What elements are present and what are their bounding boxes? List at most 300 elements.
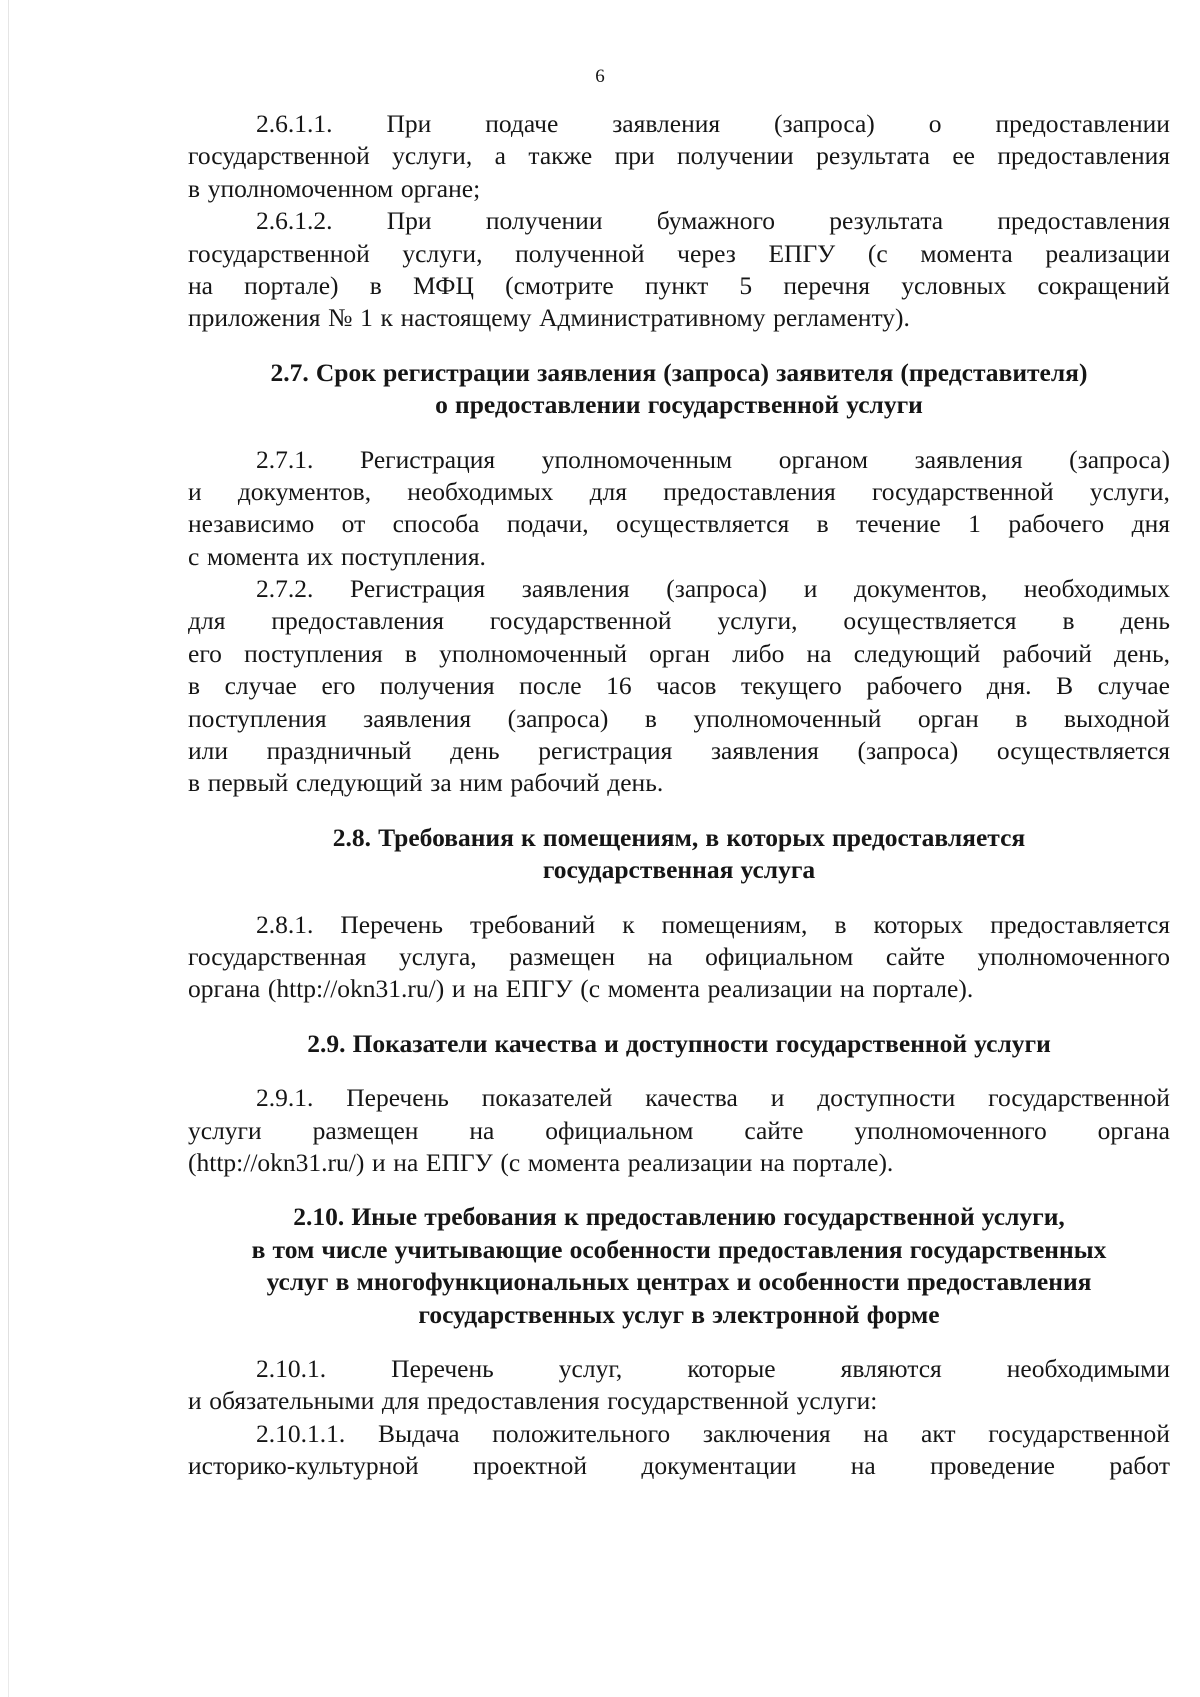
word: 2.10. bbox=[293, 1202, 345, 1232]
paragraph-gap bbox=[188, 335, 1170, 357]
word: государственной bbox=[775, 1028, 968, 1058]
text-line bbox=[188, 476, 1170, 508]
word: органа bbox=[188, 974, 261, 1004]
text-line bbox=[188, 1450, 1170, 1482]
section-heading-line bbox=[188, 1266, 1170, 1298]
paragraph-gap bbox=[188, 1331, 1170, 1353]
word: требований bbox=[469, 909, 596, 939]
word: (с bbox=[867, 238, 888, 268]
text-line bbox=[188, 444, 1170, 476]
word: сайте bbox=[744, 1115, 804, 1145]
word: орган bbox=[917, 703, 979, 733]
word: (с bbox=[580, 974, 601, 1004]
word: работ bbox=[1109, 1451, 1170, 1481]
word: помещениям, bbox=[542, 822, 699, 852]
word: показателей bbox=[481, 1083, 613, 1113]
word: многофункциональных bbox=[356, 1267, 630, 1297]
word: орган bbox=[649, 638, 711, 668]
word: приложения bbox=[188, 303, 321, 333]
word: и bbox=[188, 476, 202, 506]
word: историко-культурной bbox=[188, 1451, 419, 1481]
word: (представителя) bbox=[900, 357, 1088, 387]
text-line bbox=[188, 973, 1170, 1005]
word: бумажного bbox=[656, 206, 776, 236]
word: первый bbox=[207, 768, 289, 798]
word: форме bbox=[866, 1299, 940, 1329]
word: настоящему bbox=[400, 303, 532, 333]
word: помещениям, bbox=[661, 909, 808, 939]
word: или bbox=[188, 736, 229, 766]
word: размещен bbox=[312, 1115, 419, 1145]
word: 2.7. bbox=[270, 357, 309, 387]
word: 16 bbox=[606, 671, 632, 701]
paragraph-gap bbox=[188, 800, 1170, 822]
word: документации bbox=[641, 1451, 797, 1481]
word: уполномоченный bbox=[693, 703, 882, 733]
word: являются bbox=[840, 1353, 942, 1383]
word: случае bbox=[1097, 671, 1170, 701]
word: услуги: bbox=[796, 1386, 878, 1416]
word: органом bbox=[778, 444, 869, 474]
word: центрах bbox=[636, 1267, 730, 1297]
word: органа bbox=[1097, 1115, 1170, 1145]
word: а bbox=[494, 141, 506, 171]
word: ЕПГУ bbox=[425, 1147, 493, 1177]
word: заявления bbox=[612, 109, 721, 138]
word: либо bbox=[732, 638, 785, 668]
word: случае bbox=[224, 671, 297, 701]
word: выходной bbox=[1063, 703, 1170, 733]
word: рабочий bbox=[510, 768, 600, 798]
word: 2.6.1.1. bbox=[256, 109, 333, 138]
word: перечня bbox=[783, 270, 870, 300]
word: для bbox=[381, 1386, 420, 1416]
word: услуги bbox=[188, 1115, 262, 1145]
text-line bbox=[188, 108, 1170, 140]
text-line bbox=[188, 140, 1170, 172]
word: (с bbox=[500, 1147, 521, 1177]
word: и bbox=[803, 574, 818, 604]
word: государственной bbox=[188, 238, 370, 268]
word: которых bbox=[873, 909, 964, 939]
word: проведение bbox=[930, 1451, 1055, 1481]
word: подаче bbox=[485, 109, 559, 138]
text-line bbox=[188, 703, 1170, 735]
word: В bbox=[1056, 671, 1074, 701]
word: 2.6.1.2. bbox=[256, 206, 333, 236]
word: условных bbox=[901, 270, 1007, 300]
word: осуществляется bbox=[996, 736, 1170, 766]
word: уполномоченным bbox=[541, 444, 733, 474]
word: уполномоченного bbox=[977, 941, 1170, 971]
word: услуги bbox=[974, 1028, 1051, 1058]
word: на bbox=[473, 974, 499, 1004]
word: и bbox=[451, 974, 466, 1004]
word: и bbox=[604, 1028, 619, 1058]
word: государственная bbox=[188, 941, 367, 971]
word: 2.7.1. bbox=[256, 444, 314, 474]
word: ним bbox=[459, 768, 503, 798]
word: Перечень bbox=[346, 1083, 449, 1113]
word: Административному bbox=[539, 303, 766, 333]
word: При bbox=[386, 206, 432, 236]
word: полученной bbox=[515, 238, 645, 268]
word: после bbox=[519, 671, 582, 701]
word: подачи, bbox=[506, 509, 589, 539]
document-body bbox=[188, 108, 1170, 1482]
word: регистрации bbox=[383, 357, 530, 387]
word: обязательными bbox=[209, 1386, 375, 1416]
word: уполномоченном bbox=[207, 173, 394, 203]
word: государственной bbox=[607, 1386, 789, 1416]
word: сокращений bbox=[1037, 270, 1170, 300]
word: проектной bbox=[473, 1451, 588, 1481]
word: его bbox=[188, 638, 222, 668]
paragraph-gap bbox=[188, 1179, 1170, 1201]
word: и bbox=[188, 1386, 202, 1416]
word: при bbox=[614, 141, 655, 171]
word: которые bbox=[687, 1353, 776, 1383]
paragraph-gap bbox=[188, 1006, 1170, 1028]
text-line bbox=[188, 1082, 1170, 1114]
word: предоставляется bbox=[832, 822, 1026, 852]
word: необходимых bbox=[1023, 574, 1170, 604]
word: МФЦ bbox=[412, 270, 474, 300]
word: осуществляется bbox=[843, 606, 1017, 636]
word: на bbox=[188, 270, 213, 300]
section-heading-line bbox=[188, 1028, 1170, 1060]
word: момента bbox=[206, 541, 300, 571]
word: размещен bbox=[509, 941, 616, 971]
word: момента bbox=[920, 238, 1013, 268]
word: заявления bbox=[363, 703, 472, 733]
word: поступления. bbox=[340, 541, 486, 571]
word: При bbox=[386, 109, 432, 138]
word: 2.9.1. bbox=[256, 1083, 314, 1113]
word: на bbox=[850, 1451, 876, 1481]
text-line bbox=[188, 238, 1170, 270]
word: 1 bbox=[360, 303, 373, 333]
word: дня. bbox=[986, 671, 1032, 701]
word: предоставления bbox=[997, 206, 1170, 236]
word: и bbox=[770, 1083, 785, 1113]
word: получения bbox=[379, 671, 495, 701]
section-heading-line bbox=[188, 389, 1170, 421]
word: регистрация bbox=[538, 736, 673, 766]
word: ЕПГУ bbox=[505, 974, 573, 1004]
word: государственной bbox=[988, 1083, 1170, 1113]
word: Иные bbox=[351, 1202, 418, 1232]
word: доступности bbox=[817, 1083, 956, 1113]
word: в bbox=[816, 509, 829, 539]
word: государственной bbox=[783, 1202, 975, 1232]
paragraph-gap bbox=[188, 1060, 1170, 1082]
word: Перечень bbox=[391, 1353, 494, 1383]
section-heading-line bbox=[188, 1299, 1170, 1331]
word: услуги, bbox=[981, 1202, 1065, 1232]
word: текущего bbox=[741, 671, 842, 701]
word: течение bbox=[856, 509, 941, 539]
word: и bbox=[372, 1147, 386, 1177]
word: особенности bbox=[758, 1267, 900, 1297]
word: акт bbox=[921, 1418, 956, 1448]
word: 2.8. bbox=[332, 822, 372, 852]
word: услуги, bbox=[402, 238, 483, 268]
word: официальном bbox=[545, 1115, 694, 1145]
word: официальном bbox=[705, 941, 854, 971]
word: предоставлении bbox=[455, 390, 641, 420]
word: их bbox=[306, 541, 334, 571]
word: пункт bbox=[644, 270, 709, 300]
word: реализации bbox=[707, 974, 833, 1004]
word: заявления bbox=[537, 357, 657, 387]
word: рабочего bbox=[866, 671, 963, 701]
word: Показатели bbox=[352, 1028, 488, 1058]
word: предоставления bbox=[717, 1234, 903, 1264]
word: с bbox=[188, 541, 200, 571]
word: услуги, bbox=[717, 606, 798, 636]
text-line bbox=[188, 638, 1170, 670]
word: в bbox=[404, 638, 417, 668]
section-heading-line bbox=[188, 357, 1170, 389]
word: к bbox=[563, 1202, 579, 1232]
word: предоставления bbox=[426, 1386, 600, 1416]
word: портале). bbox=[792, 1147, 894, 1177]
word: в bbox=[251, 1234, 266, 1264]
word: документов, bbox=[853, 574, 988, 604]
word: праздничный bbox=[266, 736, 412, 766]
word: учитывающие bbox=[394, 1234, 563, 1264]
word: получении bbox=[485, 206, 603, 236]
word: реализации bbox=[627, 1147, 753, 1177]
word: в bbox=[1015, 703, 1028, 733]
word: услуга bbox=[740, 855, 816, 885]
text-line bbox=[188, 767, 1170, 799]
section-heading-line bbox=[188, 854, 1170, 886]
word: следующий bbox=[295, 768, 423, 798]
text-line bbox=[188, 302, 1170, 334]
word: качества bbox=[494, 1028, 597, 1058]
word: в bbox=[335, 1267, 350, 1297]
word: день bbox=[450, 736, 500, 766]
word: независимо bbox=[188, 509, 315, 539]
word: особенности bbox=[569, 1234, 711, 1264]
text-line bbox=[188, 573, 1170, 605]
word: способа bbox=[392, 509, 480, 539]
word: (запроса) bbox=[774, 109, 875, 138]
word: заявления bbox=[914, 444, 1023, 474]
word: заявления bbox=[710, 736, 819, 766]
word: результата bbox=[829, 206, 944, 236]
word: для bbox=[188, 606, 226, 636]
word: 2.8.1. bbox=[256, 909, 314, 939]
text-line bbox=[188, 1418, 1170, 1450]
word: № bbox=[328, 303, 353, 333]
word: ЕПГУ bbox=[768, 238, 836, 268]
word: за bbox=[430, 768, 452, 798]
word: к bbox=[622, 909, 635, 939]
word: в bbox=[188, 671, 201, 701]
word: на bbox=[393, 1147, 419, 1177]
word: в bbox=[369, 270, 382, 300]
text-line bbox=[188, 909, 1170, 941]
word: положительного bbox=[492, 1418, 671, 1448]
word: к bbox=[521, 822, 536, 852]
word: на bbox=[469, 1115, 495, 1145]
word: его bbox=[321, 671, 356, 701]
word: в bbox=[834, 909, 847, 939]
page-number: 6 bbox=[595, 66, 605, 87]
word: часов bbox=[656, 671, 717, 701]
word: требования bbox=[424, 1202, 557, 1232]
word: (запроса) bbox=[663, 357, 769, 387]
word: (запроса) bbox=[1069, 444, 1170, 474]
word: поступления bbox=[244, 638, 383, 668]
word: услуг bbox=[622, 1299, 685, 1329]
text-line bbox=[188, 1147, 1170, 1179]
word: (http://okn31.ru/) bbox=[188, 1147, 365, 1177]
word: портале) bbox=[244, 270, 339, 300]
word: и bbox=[736, 1267, 752, 1297]
scan-edge bbox=[8, 0, 9, 1697]
word: также bbox=[528, 141, 593, 171]
word: (смотрите bbox=[505, 270, 614, 300]
word: уполномоченный bbox=[439, 638, 627, 668]
word: предоставлении bbox=[995, 109, 1170, 138]
text-line bbox=[188, 508, 1170, 540]
word: документов, bbox=[237, 476, 372, 506]
word: 2.7.2. bbox=[256, 574, 314, 604]
word: (запроса) bbox=[507, 703, 609, 733]
word: государственных bbox=[909, 1234, 1107, 1264]
text-line bbox=[188, 270, 1170, 302]
word: необходимыми bbox=[1006, 1353, 1170, 1383]
word: день. bbox=[607, 768, 664, 798]
word: для bbox=[589, 476, 628, 506]
word: необходимых bbox=[407, 476, 554, 506]
word: государственная bbox=[542, 855, 734, 885]
word: 2.10.1.1. bbox=[256, 1418, 346, 1448]
word: 2.9. bbox=[307, 1028, 346, 1058]
word: государственной bbox=[988, 1418, 1170, 1448]
word: ее bbox=[952, 141, 975, 171]
word: числе bbox=[321, 1234, 388, 1264]
word: реализации bbox=[1045, 238, 1170, 268]
word: в bbox=[644, 703, 657, 733]
word: на bbox=[806, 638, 832, 668]
word: в bbox=[1062, 606, 1075, 636]
word: услуги, bbox=[1089, 476, 1170, 506]
word: заявителя bbox=[776, 357, 894, 387]
word: уполномоченного bbox=[854, 1115, 1047, 1145]
paragraph-gap bbox=[188, 887, 1170, 909]
section-heading-line bbox=[188, 822, 1170, 854]
word: предоставляется bbox=[990, 909, 1170, 939]
word: портале). bbox=[872, 974, 974, 1004]
word: о bbox=[928, 109, 942, 138]
text-line bbox=[188, 670, 1170, 702]
text-line bbox=[188, 541, 1170, 573]
word: дня bbox=[1131, 509, 1170, 539]
word: на bbox=[647, 941, 673, 971]
text-line bbox=[188, 605, 1170, 637]
word: момента bbox=[527, 1147, 621, 1177]
word: том bbox=[272, 1234, 315, 1264]
word: Требования bbox=[378, 822, 514, 852]
word: следующий bbox=[853, 638, 981, 668]
word: услуги, bbox=[392, 141, 473, 171]
word: на bbox=[839, 974, 865, 1004]
section-heading-line bbox=[188, 1201, 1170, 1233]
word: через bbox=[677, 238, 736, 268]
word: поступления bbox=[188, 703, 327, 733]
word: доступности bbox=[625, 1028, 769, 1058]
word: 1 bbox=[968, 509, 981, 539]
word: заявления bbox=[521, 574, 630, 604]
paragraph-gap bbox=[188, 422, 1170, 444]
word: (запроса) bbox=[666, 574, 768, 604]
text-line bbox=[188, 173, 1170, 205]
word: электронной bbox=[712, 1299, 860, 1329]
word: предоставлению bbox=[585, 1202, 777, 1232]
word: рабочий bbox=[1002, 638, 1092, 668]
text-line bbox=[188, 735, 1170, 767]
word: от bbox=[341, 509, 366, 539]
word: к bbox=[380, 303, 393, 333]
word: которых bbox=[726, 822, 825, 852]
word: день, bbox=[1114, 638, 1170, 668]
word: Перечень bbox=[340, 909, 443, 939]
word: государственной bbox=[188, 141, 370, 171]
text-line bbox=[188, 941, 1170, 973]
word: результата bbox=[816, 141, 930, 171]
text-line bbox=[188, 205, 1170, 237]
word: в bbox=[188, 173, 201, 203]
word: качества bbox=[645, 1083, 738, 1113]
word: в bbox=[691, 1299, 705, 1329]
word: Выдача bbox=[377, 1418, 460, 1448]
word: услуга, bbox=[398, 941, 477, 971]
word: в bbox=[188, 768, 201, 798]
section-heading-line bbox=[188, 1234, 1170, 1266]
word: органе; bbox=[400, 173, 481, 203]
word: предоставления bbox=[663, 476, 836, 506]
word: (http://okn31.ru/) bbox=[267, 974, 445, 1004]
word: государственной bbox=[489, 606, 672, 636]
text-line bbox=[188, 1385, 1170, 1417]
word: день bbox=[1120, 606, 1170, 636]
word: о bbox=[435, 390, 448, 420]
word: государственной bbox=[871, 476, 1054, 506]
word: (запроса) bbox=[857, 736, 959, 766]
word: сайте bbox=[885, 941, 945, 971]
text-line bbox=[188, 1115, 1170, 1147]
word: услуг, bbox=[558, 1353, 623, 1383]
word: предоставления bbox=[906, 1267, 1092, 1297]
word: момента bbox=[607, 974, 700, 1004]
word: предоставления bbox=[271, 606, 444, 636]
word: услуги bbox=[846, 390, 923, 420]
word: услуг bbox=[266, 1267, 329, 1297]
word: Регистрация bbox=[359, 444, 496, 474]
word: на bbox=[863, 1418, 889, 1448]
word: на bbox=[759, 1147, 785, 1177]
word: получении bbox=[677, 141, 794, 171]
word: осуществляется bbox=[616, 509, 790, 539]
word: в bbox=[705, 822, 720, 852]
word: 2.10.1. bbox=[256, 1353, 327, 1383]
word: рабочего bbox=[1008, 509, 1105, 539]
